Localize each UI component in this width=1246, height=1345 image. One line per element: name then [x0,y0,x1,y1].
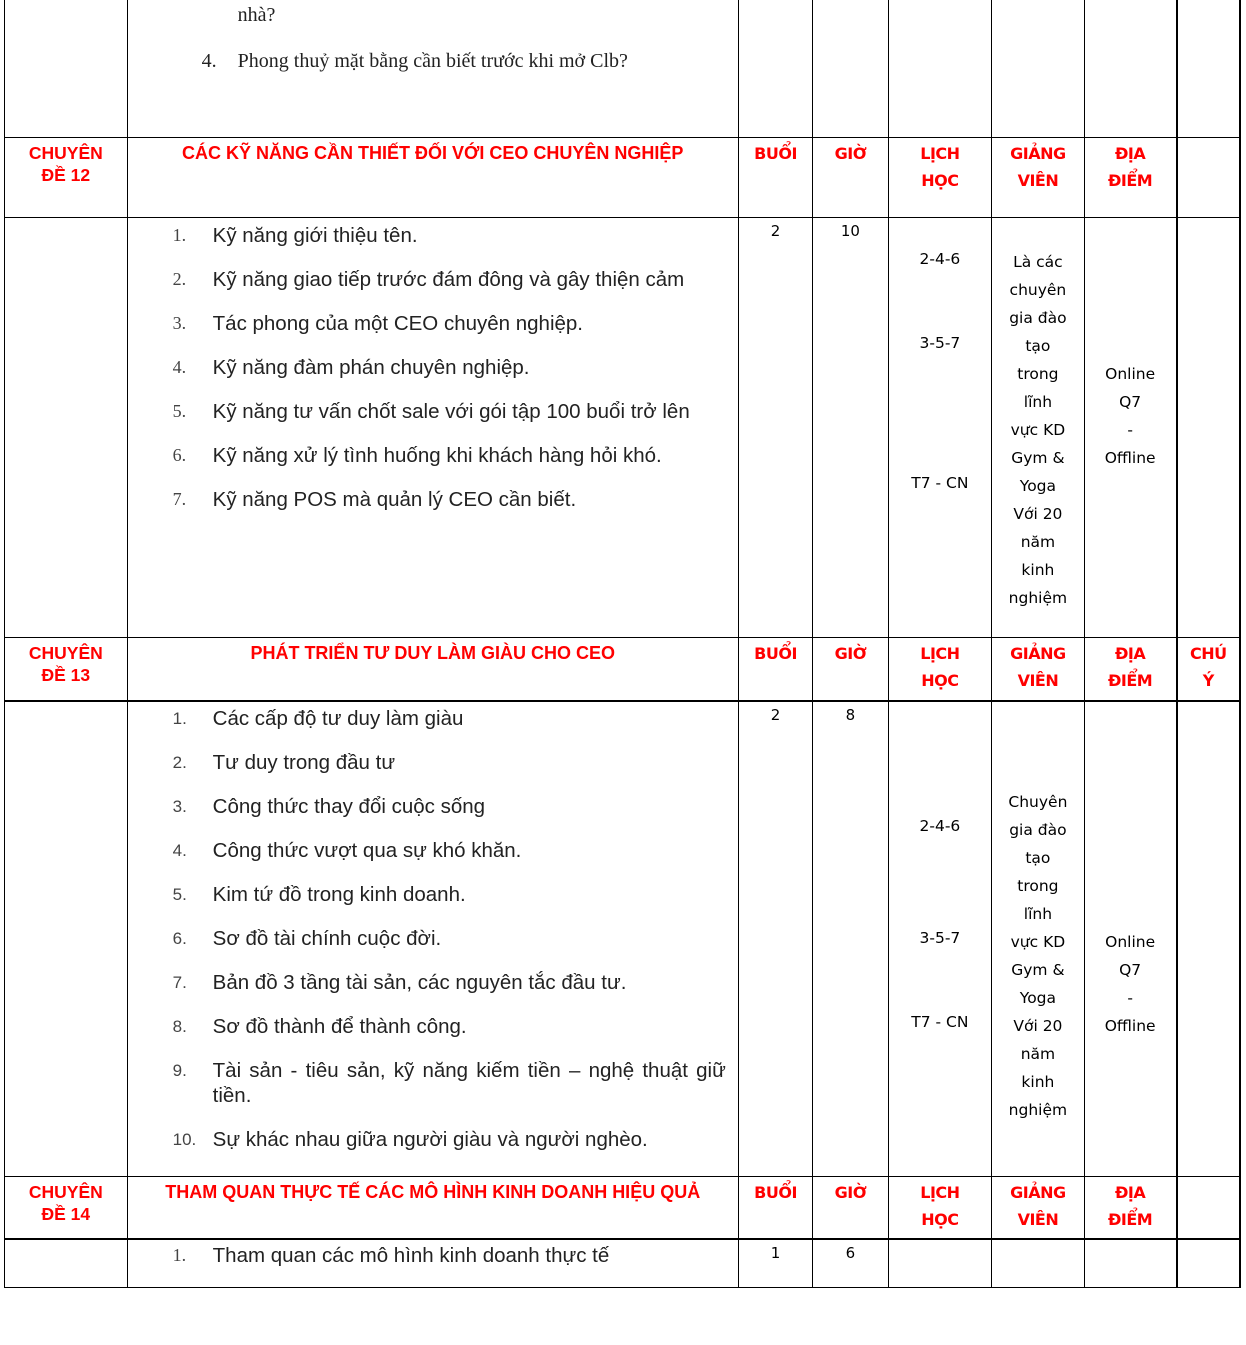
topic-14-hours: 6 [845,1243,856,1262]
topic-label-line: ĐỀ 14 [41,1204,91,1224]
topic-13-schedule [889,702,992,1176]
empty-cell [813,0,888,137]
cell-line: tạo [1025,849,1051,867]
cell-line: vực KD [1010,420,1066,439]
topic-12-items-cell [127,217,738,637]
schedule-option: T7 - CN [911,473,969,492]
cell-line: Online [1105,364,1156,383]
topic-12-sessions: 2 [770,221,781,240]
cell-line: Yoga [1019,476,1057,495]
list-text: Công thức thay đổi cuộc sống [212,795,486,818]
cell-line: Với 20 [1013,1017,1063,1035]
list-text: Kỹ năng tư vấn chốt sale với gói tập 100 buổi trở lên [212,399,690,423]
empty-cell [1084,1239,1176,1288]
list-text: Kim tứ đồ trong kinh doanh. [212,883,466,906]
list-text: Kỹ năng giới thiệu tên. [212,223,418,247]
cell-line: kinh [1021,560,1055,579]
curriculum-table [4,0,1241,1288]
empty-cell [5,1239,128,1288]
topic-12-label [5,138,127,186]
list-item [128,926,738,951]
list-item [128,970,738,995]
list-item [128,355,738,380]
topic-13-items-cell [127,701,738,1177]
topic-13-hours: 8 [845,706,856,724]
schedule-option: 2-4-6 [919,817,961,835]
header-lecturer: GIẢNG VIÊN [1010,143,1066,190]
topic-label-line: CHUYÊN [28,1182,103,1202]
header-note-empty [1177,137,1240,217]
topic-12-title: CÁC KỸ NĂNG CẦN THIẾT ĐỐI VỚI CEO CHUYÊN NGHIỆP [182,142,684,163]
intro-continued-line: nhà? [237,4,276,26]
header-hours: GIỜ [834,1183,867,1202]
list-number: 1. [172,1244,187,1265]
list-item [128,882,738,907]
cell-line: trong [1017,364,1059,383]
list-text: Công thức vượt qua sự khó khăn. [212,839,522,862]
header-location: ĐỊA ĐIỂM [1108,143,1153,190]
cell-line: lĩnh [1023,392,1053,411]
list-number: 5. [172,885,187,904]
header-schedule: LỊCH HỌC [920,143,960,190]
cell-line: Q7 [1119,392,1142,411]
topic-12-location [1085,218,1176,472]
schedule-option: 3-5-7 [919,333,961,352]
schedule-option: 3-5-7 [919,929,961,947]
empty-cell [1177,0,1240,137]
cell-line: vực KD [1010,933,1066,951]
topic-13-title: PHÁT TRIỂN TƯ DUY LÀM GIÀU CHO CEO [250,642,616,663]
topic-12-lecturer [992,218,1083,612]
list-number: 3. [172,312,187,333]
cell-line: Là các [1013,252,1063,271]
topic-label-line: ĐỀ 12 [41,164,91,185]
topic-13-location [1085,702,1176,1040]
list-number: 7. [172,973,187,992]
schedule-option: T7 - CN [911,1013,969,1031]
header-location: ĐỊA ĐIỂM [1108,1183,1153,1229]
list-number: 9. [172,1061,187,1080]
topic-14-items-cell [127,1239,738,1288]
list-number: 6. [172,444,187,465]
empty-cell [5,701,128,1177]
intro-row [5,0,1241,137]
list-item [128,311,738,336]
cell-line: gia đào [1009,308,1067,327]
cell-line: Gym & [1011,961,1065,979]
cell-line: Với 20 [1013,504,1063,523]
topic-label-line: CHUYÊN [28,642,103,663]
topic-12-content-row [5,217,1241,637]
schedule-option: 2-4-6 [919,249,961,268]
list-item [128,794,738,819]
empty-cell [1084,0,1176,137]
header-lecturer: GIẢNG VIÊN [1010,643,1066,690]
cell-line: nghiệm [1008,588,1068,607]
header-sessions: BUỔI [754,143,797,163]
cell-line: - [1127,989,1133,1007]
list-item [128,399,738,424]
cell-line: Gym & [1011,448,1065,467]
empty-cell [1177,1239,1240,1288]
cell-line: Q7 [1119,961,1142,979]
cell-line: - [1127,420,1133,439]
list-text: Tác phong của một CEO chuyên nghiệp. [212,311,584,335]
list-item [128,487,738,512]
list-item [128,223,738,248]
topic-13-label [5,638,127,686]
empty-cell [992,1239,1084,1288]
header-sessions: BUỔI [754,1183,797,1202]
intro-content-cell [127,0,738,137]
topic-13-content-row [5,701,1241,1177]
cell-line: gia đào [1009,821,1067,839]
list-text: Các cấp độ tư duy làm giàu [212,707,464,730]
list-text: Phong thuỷ mặt bằng cần biết trước khi mở Clb? [237,50,628,72]
list-text: Sơ đồ thành để thành công. [212,1015,467,1038]
header-note: CHÚ Ý [1190,643,1227,690]
list-text: Tài sản - tiêu sản, kỹ năng kiếm tiền – nghệ thuật giữ tiền. [212,1059,726,1107]
topic-14-header-row [5,1177,1241,1239]
list-item [128,1014,738,1039]
list-text: Tham quan các mô hình kinh doanh thực tế [212,1243,610,1267]
cell-line: trong [1017,877,1059,895]
empty-cell [5,217,128,637]
header-hours: GIỜ [834,143,867,163]
cell-line: năm [1020,1045,1056,1063]
topic-label-line: ĐỀ 13 [41,664,91,685]
cell-line: năm [1020,532,1056,551]
empty-cell [992,0,1084,137]
header-schedule: LỊCH HỌC [920,643,960,690]
topic-14-label [5,1177,127,1225]
topic-label-cell-empty [5,0,128,137]
cell-line: nghiệm [1008,1101,1068,1119]
list-text: Kỹ năng đàm phán chuyên nghiệp. [212,355,530,379]
list-text: Kỹ năng xử lý tình huống khi khách hàng hỏi khó. [212,443,662,467]
list-number: 4. [172,356,187,377]
list-number: 2. [172,268,187,289]
list-number: 4. [201,50,217,72]
empty-cell [738,0,812,137]
cell-line: kinh [1021,1073,1055,1091]
list-item [128,706,738,731]
list-item [128,838,738,863]
topic-13-lecturer [992,702,1083,1124]
topic-12-header-row [5,137,1241,217]
list-number: 10. [172,1130,197,1149]
list-number: 2. [172,753,187,772]
list-text: Bản đồ 3 tầng tài sản, các nguyên tắc đầu tư. [212,971,627,994]
list-item [128,750,738,775]
empty-cell [1177,217,1240,637]
list-item [128,48,738,74]
list-number: 1. [172,709,187,728]
topic-13-sessions: 2 [770,706,781,724]
cell-line: Online [1105,933,1156,951]
list-number: 8. [172,1017,187,1036]
list-number: 7. [172,488,187,509]
cell-line: Yoga [1019,989,1057,1007]
list-text: Kỹ năng giao tiếp trước đám đông và gây thiện cảm [212,267,685,291]
topic-14-content-row [5,1239,1241,1288]
list-item [128,1127,738,1152]
list-number: 5. [172,400,187,421]
empty-cell [888,1239,992,1288]
topic-14-title: THAM QUAN THỰC TẾ CÁC MÔ HÌNH KINH DOANH HIỆU QUẢ [165,1182,701,1202]
topic-13-header-row [5,637,1241,701]
list-item [128,267,738,292]
cell-line: tạo [1025,336,1051,355]
header-sessions: BUỔI [754,643,797,663]
topic-12-schedule [889,218,992,637]
header-location: ĐỊA ĐIỂM [1108,643,1153,690]
list-text: Sơ đồ tài chính cuộc đời. [212,927,442,950]
list-item [128,1058,738,1108]
cell-line: Chuyên [1008,793,1068,811]
topic-12-hours: 10 [840,221,860,240]
list-number: 4. [172,841,187,860]
list-number: 1. [172,224,187,245]
list-item [128,443,738,468]
header-hours: GIỜ [834,643,867,663]
list-text: Sự khác nhau giữa người giàu và người nghèo. [212,1128,648,1151]
header-lecturer: GIẢNG VIÊN [1010,1183,1066,1229]
header-schedule: LỊCH HỌC [920,1183,960,1229]
list-item [128,1243,738,1268]
cell-line: chuyên [1009,280,1067,299]
empty-cell [1177,701,1240,1177]
cell-line: Offline [1104,1017,1156,1035]
empty-cell [1177,1177,1240,1239]
list-number: 3. [172,797,187,816]
topic-label-line: CHUYÊN [28,142,103,163]
list-number: 6. [172,929,187,948]
topic-14-sessions: 1 [770,1243,781,1262]
cell-line: Offline [1104,448,1156,467]
list-text: Tư duy trong đầu tư [212,751,396,774]
empty-cell [888,0,992,137]
list-text: Kỹ năng POS mà quản lý CEO cần biết. [212,487,577,511]
cell-line: lĩnh [1023,905,1053,923]
